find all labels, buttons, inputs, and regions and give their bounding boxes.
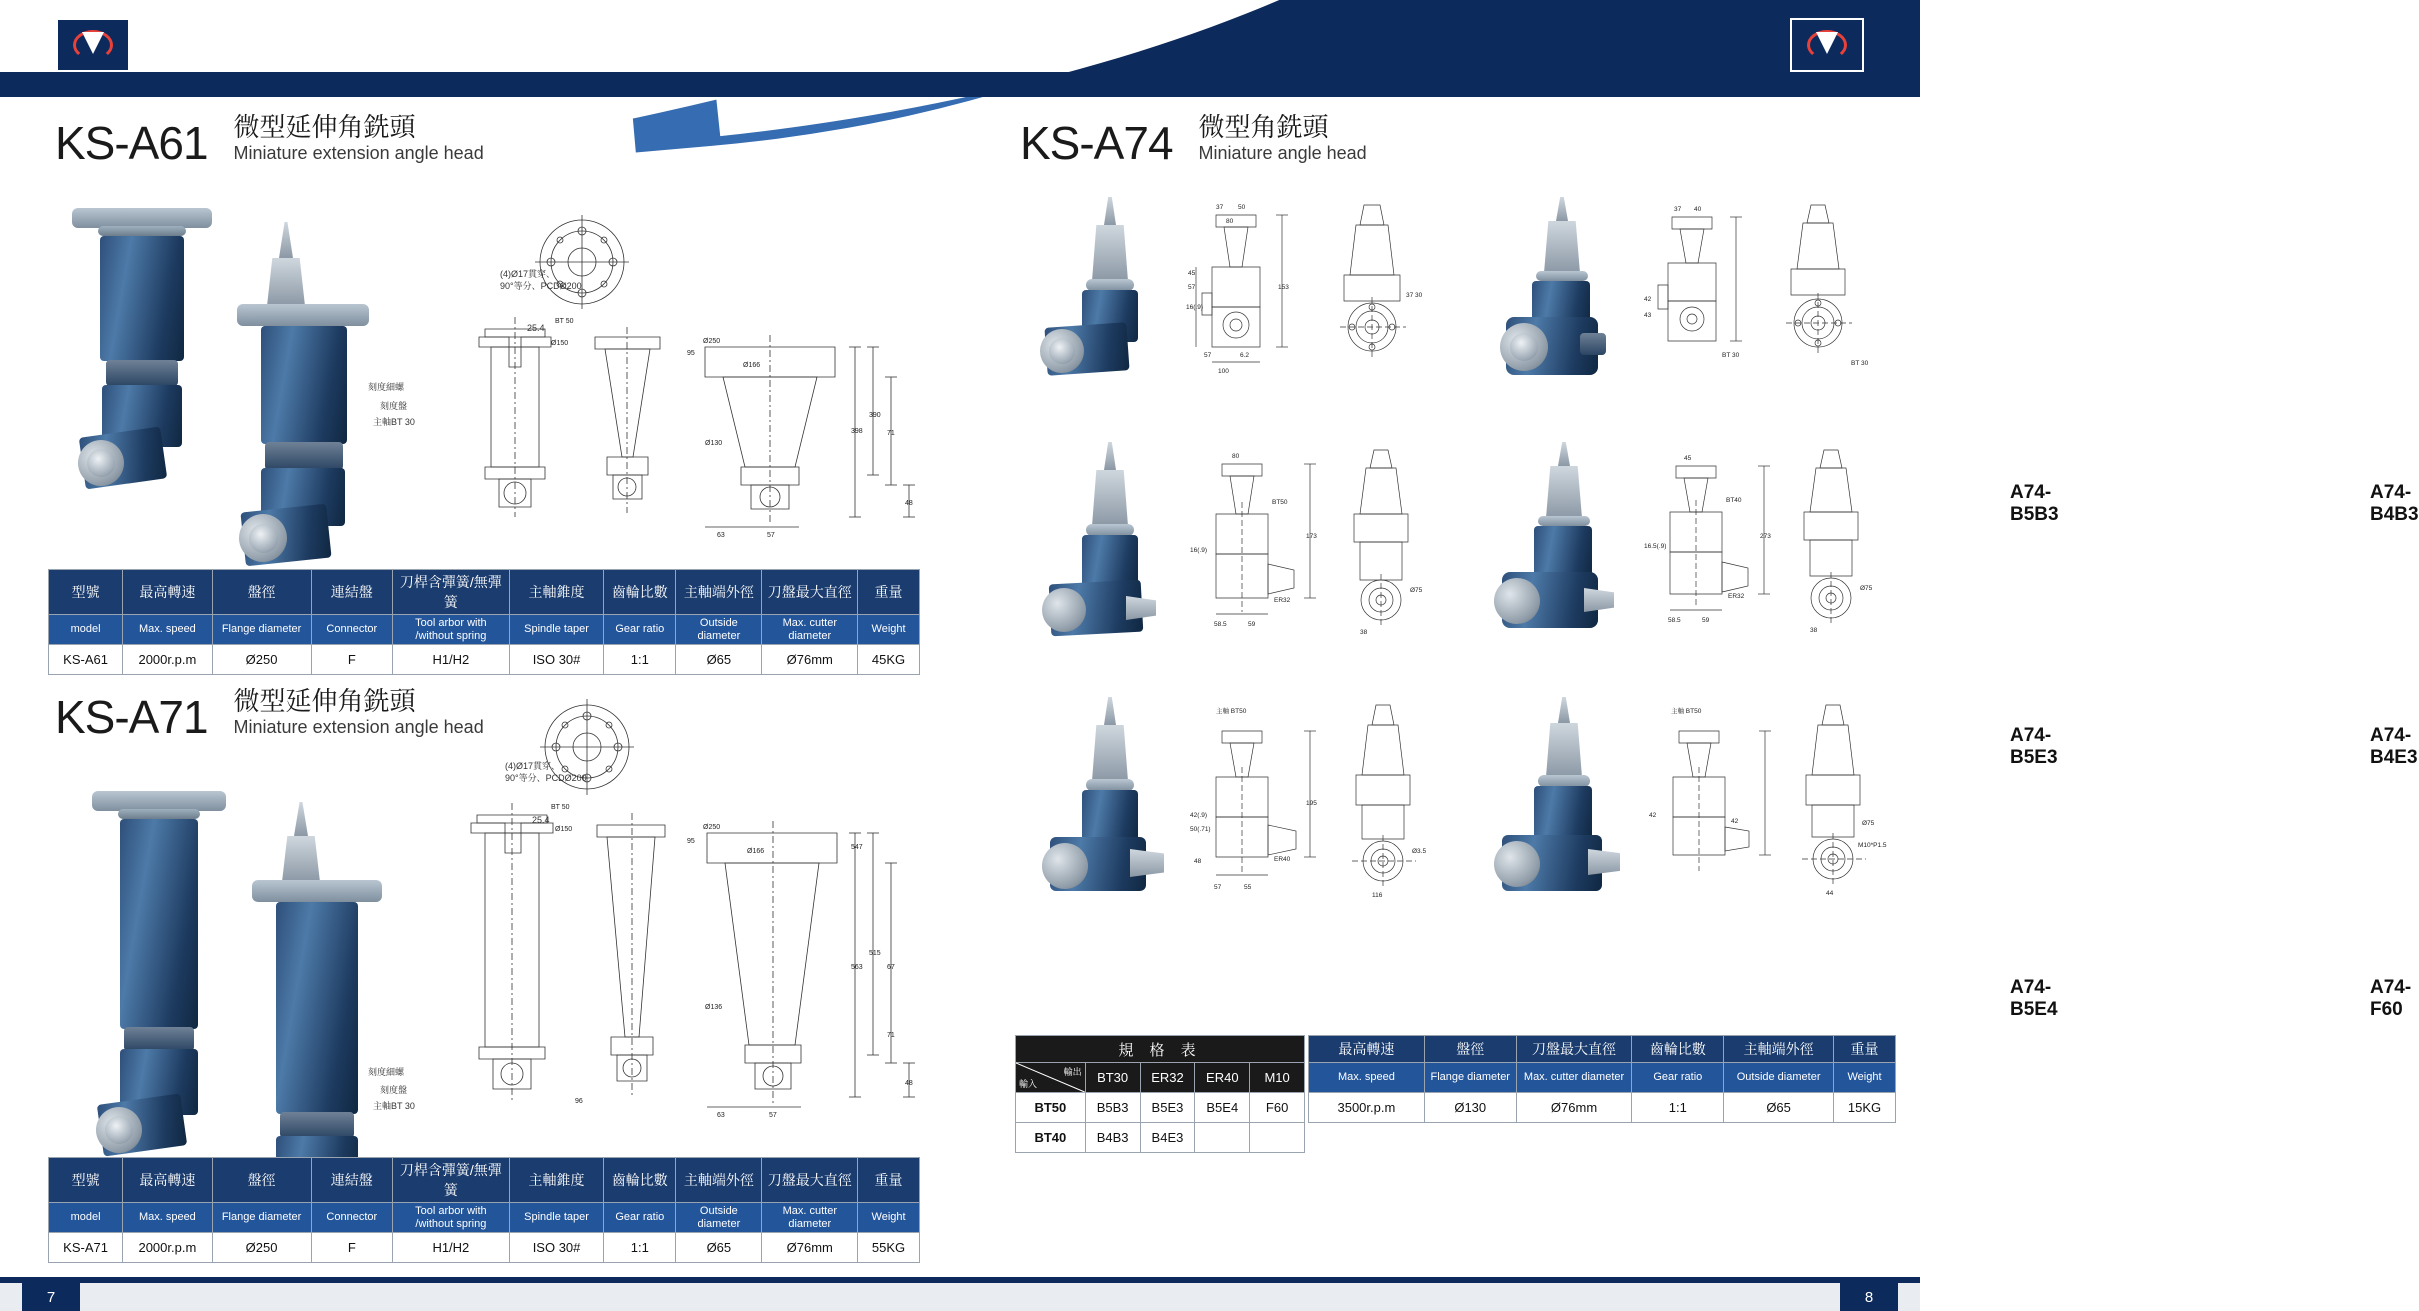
logo-mark-icon <box>1804 28 1850 62</box>
th-cn-4: 主軸端外徑 <box>1724 1036 1834 1063</box>
svg-text:398: 398 <box>851 428 863 435</box>
th-en-0: Max. speed <box>1309 1063 1425 1093</box>
section-title-en: Miniature extension angle head <box>233 716 484 737</box>
technical-drawing-a74-b4b3 <box>1640 197 1760 387</box>
svg-text:ER32: ER32 <box>1728 593 1745 600</box>
svg-text:Ø250: Ø250 <box>703 824 721 831</box>
svg-text:116: 116 <box>1372 892 1383 899</box>
company-logo-right <box>1790 18 1864 72</box>
td-2: Ø250 <box>212 645 311 675</box>
matrix-cell-1-3 <box>1250 1123 1305 1153</box>
matrix-out-3: M10 <box>1250 1063 1305 1093</box>
td-8: Ø76mm <box>762 645 858 675</box>
th-en-5: Spindle taper <box>509 1203 604 1233</box>
page-banner <box>0 0 1920 97</box>
banner-bottom-band <box>0 72 1920 97</box>
th-en-6: Gear ratio <box>604 615 676 645</box>
svg-text:主軸 BT50: 主軸 BT50 <box>1216 708 1247 715</box>
product-photo-a74-b4b3 <box>1480 197 1635 387</box>
th-en-2: Flange diameter <box>212 1203 311 1233</box>
svg-text:95: 95 <box>687 838 695 845</box>
svg-text:195: 195 <box>1306 800 1317 807</box>
td-0: KS-A71 <box>49 1233 123 1263</box>
table-row-header-en <box>49 1203 920 1233</box>
matrix-row-label-0: BT50 <box>1016 1093 1086 1123</box>
th-cn-4: 刀桿含彈簧/無彈簧 <box>393 570 510 615</box>
td-6: 1:1 <box>604 1233 676 1263</box>
th-en-0: model <box>49 615 123 645</box>
section-header-ks-a74 <box>1020 112 1367 170</box>
td-2: Ø250 <box>212 1233 311 1263</box>
section-header-ks-a61 <box>55 112 484 170</box>
th-cn-1: 最高轉速 <box>123 1158 212 1203</box>
svg-text:主軸 BT50: 主軸 BT50 <box>1671 708 1702 715</box>
svg-text:71: 71 <box>887 1032 895 1039</box>
matrix-cell-0-1: B5E3 <box>1140 1093 1195 1123</box>
svg-text:45: 45 <box>1684 455 1692 462</box>
technical-drawing-a74-b4e3 <box>1640 442 1780 642</box>
matrix-cell-0-2: B5E4 <box>1195 1093 1250 1123</box>
svg-text:48: 48 <box>1194 858 1202 865</box>
th-en-3: Connector <box>311 615 393 645</box>
svg-text:44: 44 <box>1826 890 1834 897</box>
matrix-title-row <box>1016 1036 1305 1063</box>
td-0: 3500r.p.m <box>1309 1093 1425 1123</box>
td-5: ISO 30# <box>509 645 604 675</box>
model-caption-4: A74-B5E4 <box>2010 977 2058 1020</box>
svg-text:50(.71): 50(.71) <box>1190 826 1211 833</box>
th-cn-7: 主軸端外徑 <box>676 570 762 615</box>
table-row-values <box>49 645 920 675</box>
technical-drawing-a74-b4b3-side <box>1765 197 1895 387</box>
svg-text:Ø166: Ø166 <box>747 848 765 855</box>
table-row-header-cn <box>49 1158 920 1203</box>
drawing-note: 刻度細螺 <box>368 382 405 392</box>
svg-text:63: 63 <box>717 1112 725 1119</box>
table-row-header-cn <box>49 570 920 615</box>
th-en-5: Weight <box>1834 1063 1896 1093</box>
drawing-note: 主軸BT 30 <box>373 417 415 427</box>
section-title-cn: 微型角銑頭 <box>1198 112 1329 142</box>
right-page <box>990 97 2419 1277</box>
th-en-5: Spindle taper <box>509 615 604 645</box>
svg-text:6.2: 6.2 <box>1240 352 1250 359</box>
svg-text:563: 563 <box>851 964 863 971</box>
technical-drawing-a74-f60-side <box>1780 697 1910 902</box>
svg-text:BT 50: BT 50 <box>551 804 570 811</box>
matrix-row-bt50 <box>1016 1093 1305 1123</box>
technical-drawing-a74-b5e3-side <box>1330 442 1455 642</box>
th-en-1: Max. speed <box>123 615 212 645</box>
th-cn-8: 刀盤最大直徑 <box>762 1158 858 1203</box>
product-photo-a74-b5b3 <box>1030 197 1180 387</box>
table-row-header-en <box>1309 1063 1896 1093</box>
td-1: 2000r.p.m <box>123 1233 212 1263</box>
td-3: F <box>311 1233 393 1263</box>
svg-text:16(.9): 16(.9) <box>1186 304 1203 311</box>
table-row-header-en <box>49 615 920 645</box>
td-7: Ø65 <box>676 645 762 675</box>
svg-text:57: 57 <box>1204 352 1212 359</box>
svg-text:Ø136: Ø136 <box>705 1004 723 1011</box>
td-3: F <box>311 645 393 675</box>
td-2: Ø76mm <box>1516 1093 1632 1123</box>
model-caption-5: A74-F60 <box>2370 977 2412 1020</box>
section-title-cn: 微型延伸角銑頭 <box>233 112 416 142</box>
th-cn-2: 刀盤最大直徑 <box>1516 1036 1632 1063</box>
td-5: 15KG <box>1834 1093 1896 1123</box>
svg-text:48: 48 <box>905 500 913 507</box>
th-cn-6: 齒輪比數 <box>604 570 676 615</box>
td-1: Ø130 <box>1424 1093 1516 1123</box>
section-code: KS-A71 <box>55 691 208 744</box>
th-cn-3: 連結盤 <box>311 1158 393 1203</box>
th-cn-7: 主軸端外徑 <box>676 1158 762 1203</box>
svg-text:42: 42 <box>1731 818 1739 825</box>
svg-text:Ø150: Ø150 <box>551 340 569 347</box>
page-number-right: 8 <box>1840 1283 1898 1311</box>
model-caption-1: A74-B4B3 <box>2370 482 2419 525</box>
th-en-2: Max. cutter diameter <box>1516 1063 1632 1093</box>
matrix-cell-0-3: F60 <box>1250 1093 1305 1123</box>
matrix-header-row <box>1016 1063 1305 1093</box>
svg-text:48: 48 <box>905 1080 913 1087</box>
th-cn-2: 盤徑 <box>212 570 311 615</box>
td-0: KS-A61 <box>49 645 123 675</box>
th-cn-9: 重量 <box>858 570 920 615</box>
footer-strip <box>0 1277 1920 1283</box>
svg-text:71: 71 <box>887 430 895 437</box>
th-en-9: Weight <box>858 615 920 645</box>
svg-text:Ø75: Ø75 <box>1410 587 1423 594</box>
spec-table-ks-a61 <box>48 569 920 675</box>
svg-text:45: 45 <box>1188 270 1196 277</box>
svg-text:547: 547 <box>851 844 863 851</box>
left-page <box>0 97 990 1277</box>
catalog-spread <box>0 97 2419 1277</box>
svg-text:57: 57 <box>769 1112 777 1119</box>
svg-text:58.5: 58.5 <box>1668 617 1681 624</box>
svg-text:95: 95 <box>687 350 695 357</box>
drawing-note: 刻度細螺 <box>368 1067 405 1077</box>
svg-text:38: 38 <box>1360 629 1368 636</box>
svg-text:390: 390 <box>869 412 881 419</box>
product-photo-a74-b5e3 <box>1030 442 1185 642</box>
svg-text:80: 80 <box>1232 453 1240 460</box>
svg-text:37: 37 <box>1216 204 1224 211</box>
svg-text:Ø75: Ø75 <box>1862 820 1875 827</box>
matrix-out-1: ER32 <box>1140 1063 1195 1093</box>
spec-table-ks-a71 <box>48 1157 920 1263</box>
svg-text:153: 153 <box>1278 284 1289 291</box>
svg-text:42(.9): 42(.9) <box>1190 812 1207 819</box>
th-cn-2: 盤徑 <box>212 1158 311 1203</box>
model-caption-2: A74-B5E3 <box>2010 725 2058 768</box>
svg-text:100: 100 <box>1218 368 1229 375</box>
matrix-cell-1-2 <box>1195 1123 1250 1153</box>
td-4: H1/H2 <box>393 645 510 675</box>
svg-text:43: 43 <box>1644 312 1652 319</box>
drawing-note: 90°等分、PCDØ200 <box>500 281 582 291</box>
svg-text:Ø250: Ø250 <box>703 338 721 345</box>
drawing-note: 刻度盤 <box>380 401 408 411</box>
svg-text:273: 273 <box>1760 533 1771 540</box>
svg-text:16.5(.9): 16.5(.9) <box>1644 543 1667 550</box>
svg-text:80: 80 <box>1226 218 1234 225</box>
drawing-note: (4)Ø17貫穿、 <box>505 761 561 771</box>
th-cn-1: 盤徑 <box>1424 1036 1516 1063</box>
svg-text:59: 59 <box>1248 621 1256 628</box>
technical-drawing-a74-b5e4-side <box>1330 697 1460 902</box>
drawing-note: 刻度盤 <box>380 1085 408 1095</box>
th-cn-5: 主軸錐度 <box>509 1158 604 1203</box>
technical-drawing-a74-b5b3-side <box>1320 197 1450 387</box>
matrix-corner-in: 輸入 <box>1019 1079 1038 1089</box>
th-en-8: Max. cutter diameter <box>762 1203 858 1233</box>
svg-text:16(.9): 16(.9) <box>1190 547 1207 554</box>
th-cn-3: 齒輪比數 <box>1632 1036 1724 1063</box>
svg-text:55: 55 <box>1244 884 1252 891</box>
model-matrix-table <box>1015 1035 1305 1153</box>
td-3: 1:1 <box>1632 1093 1724 1123</box>
section-title-cn: 微型延伸角銑頭 <box>233 686 416 716</box>
svg-text:58.5: 58.5 <box>1214 621 1227 628</box>
matrix-title: 規 格 表 <box>1016 1036 1305 1063</box>
product-photo-a74-f60 <box>1480 697 1645 902</box>
th-en-1: Max. speed <box>123 1203 212 1233</box>
th-cn-5: 主軸錐度 <box>509 570 604 615</box>
svg-text:Ø150: Ø150 <box>555 826 573 833</box>
th-en-4: Tool arbor with /without spring <box>393 1203 510 1233</box>
th-cn-3: 連結盤 <box>311 570 393 615</box>
td-9: 45KG <box>858 645 920 675</box>
drawing-note: 主軸BT 30 <box>373 1101 415 1111</box>
table-row-values <box>1309 1093 1896 1123</box>
svg-text:42: 42 <box>1644 296 1652 303</box>
drawing-note: 25.4 <box>527 323 545 333</box>
th-cn-9: 重量 <box>858 1158 920 1203</box>
svg-text:59: 59 <box>1702 617 1710 624</box>
th-cn-0: 最高轉速 <box>1309 1036 1425 1063</box>
svg-text:515: 515 <box>869 950 881 957</box>
product-photo-a74-b4e3 <box>1480 442 1640 642</box>
th-en-0: model <box>49 1203 123 1233</box>
th-en-3: Connector <box>311 1203 393 1233</box>
svg-text:37: 37 <box>1674 206 1682 213</box>
svg-text:BT40: BT40 <box>1726 497 1742 504</box>
product-photo-ks-a61-a <box>60 202 230 532</box>
th-cn-1: 最高轉速 <box>123 570 212 615</box>
th-cn-0: 型號 <box>49 570 123 615</box>
section-title-en: Miniature angle head <box>1198 142 1367 163</box>
matrix-corner-out: 輸出 <box>1063 1067 1082 1077</box>
table-row-values <box>49 1233 920 1263</box>
th-cn-0: 型號 <box>49 1158 123 1203</box>
svg-text:57: 57 <box>1188 284 1196 291</box>
matrix-row-bt40 <box>1016 1123 1305 1153</box>
svg-text:40: 40 <box>1694 206 1702 213</box>
matrix-out-2: ER40 <box>1195 1063 1250 1093</box>
product-photo-a74-b5e4 <box>1030 697 1190 902</box>
td-1: 2000r.p.m <box>123 645 212 675</box>
technical-drawing-a74-b5b3 <box>1182 197 1317 387</box>
drawing-note: 25.4 <box>532 815 550 825</box>
model-caption-3: A74-B4E3 <box>2370 725 2418 768</box>
matrix-cell-1-1: B4E3 <box>1140 1123 1195 1153</box>
td-9: 55KG <box>858 1233 920 1263</box>
td-8: Ø76mm <box>762 1233 858 1263</box>
matrix-row-label-1: BT40 <box>1016 1123 1086 1153</box>
svg-text:63: 63 <box>717 532 725 539</box>
spec-table-ks-a74 <box>1308 1035 1896 1123</box>
matrix-cell-1-0: B4B3 <box>1085 1123 1140 1153</box>
svg-text:BT 50: BT 50 <box>555 318 574 325</box>
th-en-4: Tool arbor with /without spring <box>393 615 510 645</box>
th-cn-4: 刀桿含彈簧/無彈簧 <box>393 1158 510 1203</box>
svg-text:37 30: 37 30 <box>1406 292 1423 299</box>
svg-text:Ø3.5: Ø3.5 <box>1412 848 1427 855</box>
th-en-6: Gear ratio <box>604 1203 676 1233</box>
th-en-9: Weight <box>858 1203 920 1233</box>
svg-text:ER40: ER40 <box>1274 856 1291 863</box>
model-caption-0: A74-B5B3 <box>2010 482 2059 525</box>
td-6: 1:1 <box>604 645 676 675</box>
section-code: KS-A74 <box>1020 117 1173 170</box>
page-number-left: 7 <box>22 1283 80 1311</box>
svg-text:Ø75: Ø75 <box>1860 585 1873 592</box>
svg-text:42: 42 <box>1649 812 1657 819</box>
svg-text:38: 38 <box>1810 627 1818 634</box>
td-7: Ø65 <box>676 1233 762 1263</box>
svg-text:BT 30: BT 30 <box>1722 352 1740 359</box>
matrix-out-0: BT30 <box>1085 1063 1140 1093</box>
svg-text:67: 67 <box>887 964 895 971</box>
th-cn-8: 刀盤最大直徑 <box>762 570 858 615</box>
matrix-cell-0-0: B5B3 <box>1085 1093 1140 1123</box>
td-5: ISO 30# <box>509 1233 604 1263</box>
th-en-7: Outside diameter <box>676 1203 762 1233</box>
th-en-3: Gear ratio <box>1632 1063 1724 1093</box>
section-code: KS-A61 <box>55 117 208 170</box>
td-4: Ø65 <box>1724 1093 1834 1123</box>
svg-text:57: 57 <box>767 532 775 539</box>
svg-text:ER32: ER32 <box>1274 597 1291 604</box>
section-header-ks-a71 <box>55 686 484 744</box>
th-en-8: Max. cutter diameter <box>762 615 858 645</box>
svg-text:96: 96 <box>575 1098 583 1105</box>
logo-mark-icon <box>70 28 116 62</box>
th-cn-5: 重量 <box>1834 1036 1896 1063</box>
table-row-header-cn <box>1309 1036 1896 1063</box>
svg-text:Ø130: Ø130 <box>705 440 723 447</box>
company-logo-left <box>56 18 130 72</box>
product-photo-ks-a71-a <box>78 787 258 1207</box>
svg-text:M10*P1.5: M10*P1.5 <box>1858 842 1887 849</box>
svg-text:BT50: BT50 <box>1272 499 1288 506</box>
page-footer <box>0 1277 1920 1311</box>
th-cn-6: 齒輪比數 <box>604 1158 676 1203</box>
svg-text:173: 173 <box>1306 533 1317 540</box>
svg-text:BT 30: BT 30 <box>1851 360 1869 367</box>
matrix-corner-cell <box>1016 1063 1086 1093</box>
svg-text:Ø166: Ø166 <box>743 362 761 369</box>
td-4: H1/H2 <box>393 1233 510 1263</box>
th-en-2: Flange diameter <box>212 615 311 645</box>
drawing-note: 90°等分、PCDØ200 <box>505 773 587 783</box>
th-en-7: Outside diameter <box>676 615 762 645</box>
drawing-note: (4)Ø17貫穿、 <box>500 269 556 279</box>
th-en-1: Flange diameter <box>1424 1063 1516 1093</box>
svg-text:57: 57 <box>1214 884 1222 891</box>
th-en-4: Outside diameter <box>1724 1063 1834 1093</box>
technical-drawing-a74-b5e3 <box>1186 442 1326 642</box>
section-title-en: Miniature extension angle head <box>233 142 484 163</box>
svg-text:50: 50 <box>1238 204 1246 211</box>
technical-drawing-a74-f60 <box>1645 697 1780 902</box>
technical-drawing-a74-b5e4 <box>1186 697 1326 902</box>
technical-drawing-a74-b4e3-side <box>1780 442 1900 642</box>
